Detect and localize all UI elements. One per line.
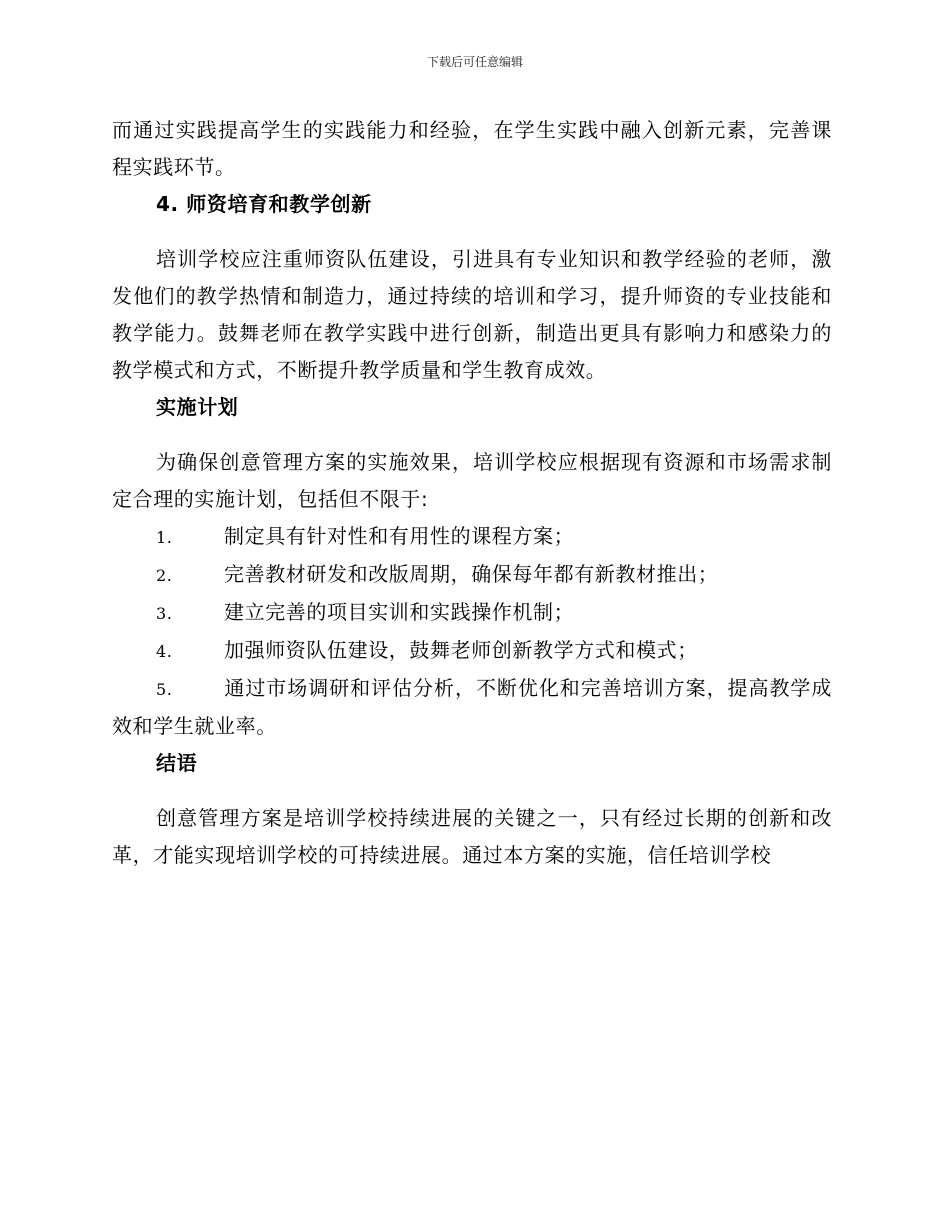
list-item-text: 建立完善的项目实训和实践操作机制； bbox=[224, 600, 575, 624]
paragraph-conclusion: 创意管理方案是培训学校持续进展的关键之一，只有经过长期的创新和改革，才能实现培训学校的可持续进展。通过本方案的实施，信任培训学校 bbox=[112, 806, 832, 867]
list-item-number: 2. bbox=[156, 566, 173, 585]
paragraph-section4: 培训学校应注重师资队伍建设，引进具有专业知识和教学经验的老师，激发他们的教学热情和制造力，通过持续的培训和学习，提升师资的专业技能和教学能力。鼓舞老师在教学实践中进行创新，制造出更具有影响力和感染力的教学模式和方式，不断提升教学质量和学生教育成效。 bbox=[112, 247, 832, 382]
section-heading-4: 4. 师资培育和教学创新 bbox=[156, 192, 372, 216]
list-item-text: 制定具有针对性和有用性的课程方案； bbox=[224, 524, 575, 548]
list-item bbox=[112, 518, 832, 556]
list-item-number: 1. bbox=[156, 528, 173, 547]
list-item-text: 完善教材研发和改版周期，确保每年都有新教材推出； bbox=[224, 562, 719, 586]
list-item bbox=[112, 670, 832, 745]
list-item-number: 3. bbox=[156, 604, 173, 623]
section-heading-conclusion: 结语 bbox=[156, 751, 198, 775]
paragraph-continued: 而通过实践提高学生的实践能力和经验，在学生实践中融入创新元素，完善课程实践环节。 bbox=[112, 118, 832, 179]
paragraph-plan-intro: 为确保创意管理方案的实施效果，培训学校应根据现有资源和市场需求制定合理的实施计划，包括但不限于: bbox=[112, 450, 832, 511]
list-item bbox=[112, 632, 832, 670]
list-item-number: 5. bbox=[156, 680, 173, 699]
page-header-note: 下载后可任意编辑 bbox=[426, 55, 523, 69]
list-item-number: 4. bbox=[156, 642, 173, 661]
section-heading-plan: 实施计划 bbox=[156, 395, 239, 419]
list-item-text: 加强师资队伍建设，鼓舞老师创新教学方式和模式； bbox=[224, 638, 698, 662]
list-item bbox=[112, 594, 832, 632]
document-body bbox=[112, 112, 832, 874]
list-item bbox=[112, 556, 832, 594]
list-item-text: 通过市场调研和评估分析，不断优化和完善培训方案，提高教学成效和学生就业率。 bbox=[112, 676, 832, 738]
